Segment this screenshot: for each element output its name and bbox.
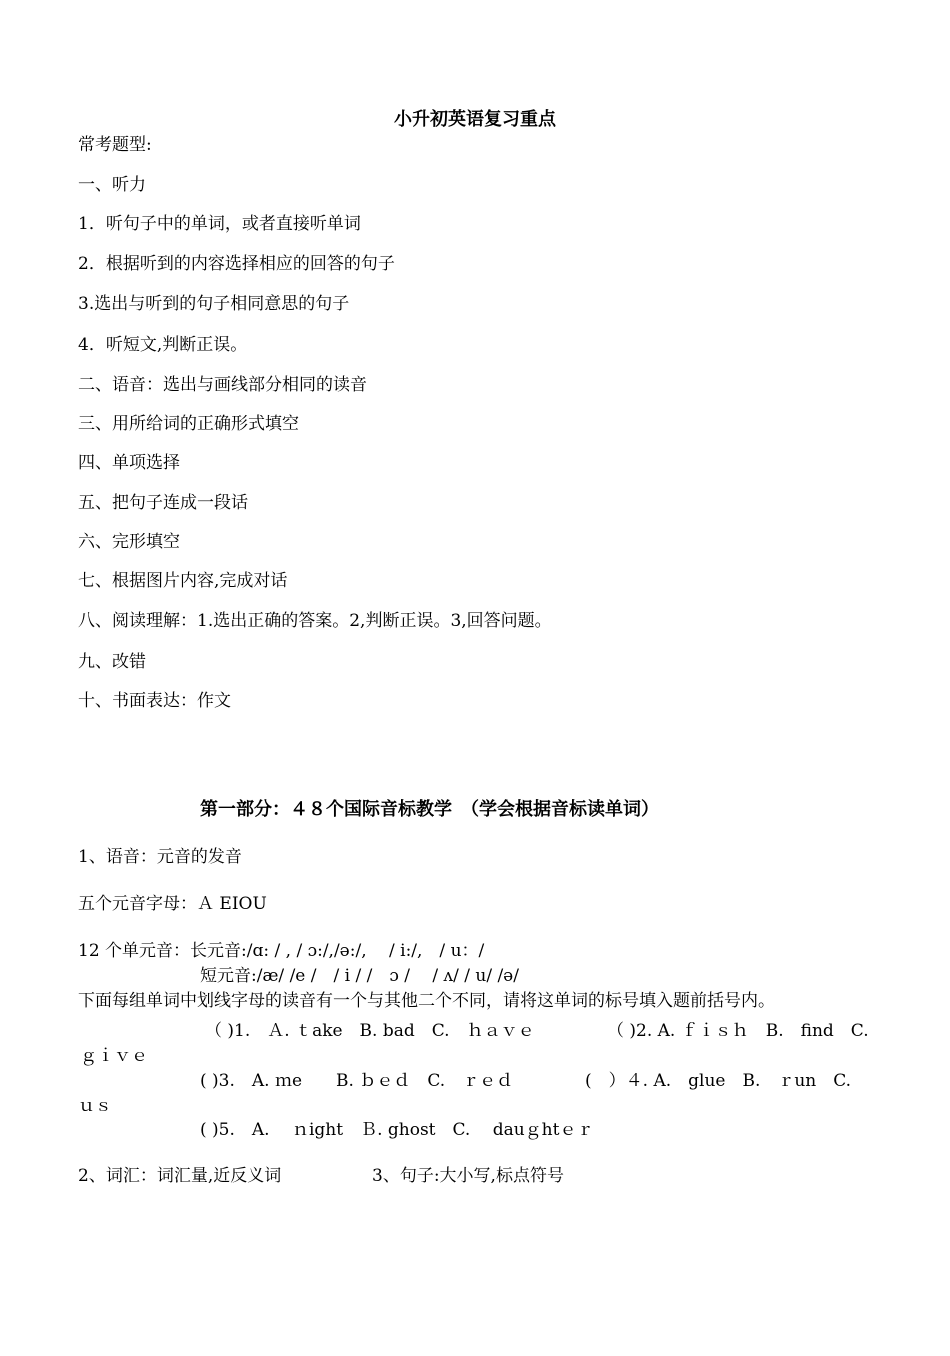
question-3: ( )3. A. ｍe B. ｂｅｄ C. ｒｅｄ: [200, 1071, 514, 1091]
outline-item: 七、根据图片内容,完成对话: [78, 571, 288, 591]
section-item-vocabulary: 2、词汇：词汇量,近反义词: [78, 1166, 282, 1186]
vowel-letters: 五个元音字母：Ａ EIOU: [78, 894, 267, 914]
question-1: （ )1. Ａ. ｔake B. bad C. ｈａｖｅ: [205, 1021, 535, 1041]
outline-item: 五、把句子连成一段话: [78, 493, 248, 513]
outline-item: 三、用所给词的正确形式填空: [78, 414, 299, 434]
outline-item: 一、听力: [78, 175, 146, 195]
document-title: 小升初英语复习重点: [394, 109, 556, 130]
question-4: ( ）４. A. glue B. ｒun C.: [585, 1071, 852, 1091]
outline-item: 十、书面表达：作文: [78, 691, 231, 711]
outline-item: 六、完形填空: [78, 532, 180, 552]
outline-item: 八、阅读理解：1.选出正确的答案。2,判断正误。3,回答问题。: [78, 611, 552, 631]
outline-item: 3.选出与听到的句子相同意思的句子: [78, 294, 350, 314]
question-2-continued: ｇｉｖｅ: [80, 1046, 148, 1066]
outline-item: 九、改错: [78, 652, 146, 672]
short-vowels-line: 短元音:/æ/ /e / / i / / ɔ / / ʌ/ / u/ /ə/: [200, 966, 519, 986]
outline-item: 二、语音：选出与画线部分相同的读音: [78, 375, 367, 395]
section-item-sentences: 3、句子:大小写,标点符号: [372, 1166, 564, 1186]
question-5: ( )5. A. ｎight Ｂ. ghost C. dauｇhtｅｒ: [200, 1120, 594, 1140]
intro-text: 常考题型:: [78, 135, 152, 155]
question-4-continued: ｕｓ: [78, 1096, 112, 1116]
exercise-instruction: 下面每组单词中划线字母的读音有一个与其他二个不同，请将这单词的标号填入题前括号内。: [78, 991, 775, 1011]
section-title: 第一部分：４８个国际音标教学 （学会根据音标读单词）: [200, 799, 659, 820]
outline-item: 2．根据听到的内容选择相应的回答的句子: [78, 254, 395, 274]
outline-item: 4．听短文,判断正误。: [78, 335, 248, 355]
outline-item: 1．听句子中的单词，或者直接听单词: [78, 214, 361, 234]
question-2: （ )2. A. ｆｉｓｈ B. find C.: [607, 1021, 869, 1041]
outline-item: 四、单项选择: [78, 453, 180, 473]
section-item-vowels: 1、语音：元音的发音: [78, 847, 242, 867]
long-vowels-line: 12 个单元音：长元音:/ɑ: / , / ɔ:/,/ə:/, / i:/, / u：/: [78, 941, 485, 961]
